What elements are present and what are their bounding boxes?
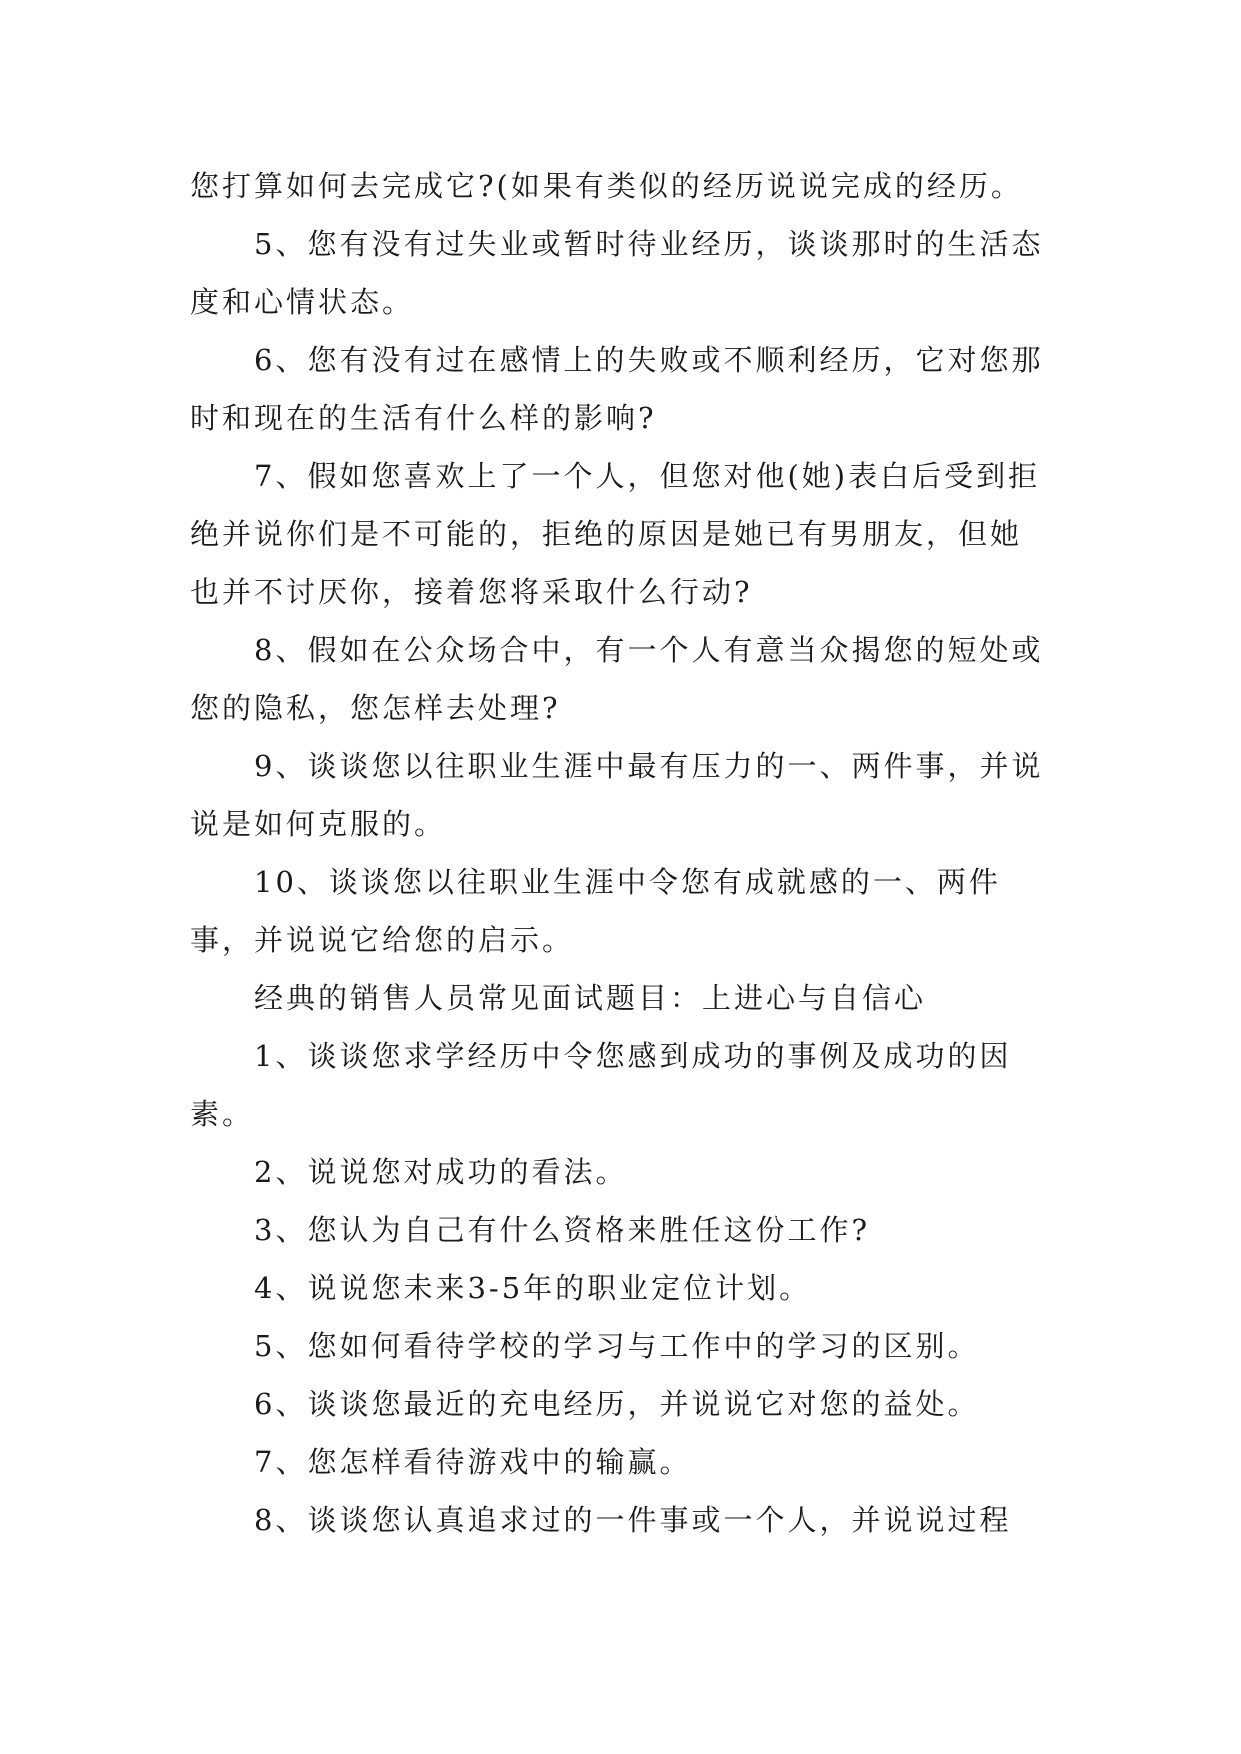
paragraph: 3、您认为自己有什么资格来胜任这份工作? bbox=[254, 1213, 870, 1247]
document-body bbox=[190, 157, 1050, 1549]
paragraph: 7、假如您喜欢上了一个人，但您对他(她)表白后受到拒绝并说你们是不可能的，拒绝的原因是她已有男朋友，但她也并不讨厌你，接着您将采取什么行动? bbox=[190, 459, 1041, 609]
paragraph: 5、您有没有过失业或暂时待业经历，谈谈那时的生活态度和心情状态。 bbox=[190, 227, 1044, 319]
paragraph: 2、说说您对成功的看法。 bbox=[254, 1155, 628, 1189]
paragraph: 1、谈谈您求学经历中令您感到成功的事例及成功的因素。 bbox=[190, 1039, 1012, 1131]
paragraph: 8、假如在公众场合中，有一个人有意当众揭您的短处或您的隐私，您怎样去处理? bbox=[190, 633, 1044, 725]
paragraph: 6、谈谈您最近的充电经历，并说说它对您的益处。 bbox=[254, 1387, 980, 1421]
paragraph: 6、您有没有过在感情上的失败或不顺利经历，它对您那时和现在的生活有什么样的影响? bbox=[190, 343, 1044, 435]
paragraph: 您打算如何去完成它?(如果有类似的经历说说完成的经历。 bbox=[190, 169, 1023, 203]
section-heading: 经典的销售人员常见面试题目：上进心与自信心 bbox=[254, 981, 927, 1015]
paragraph: 5、您如何看待学校的学习与工作中的学习的区别。 bbox=[254, 1329, 980, 1363]
paragraph: 7、您怎样看待游戏中的输赢。 bbox=[254, 1445, 692, 1479]
paragraph: 4、说说您未来3-5年的职业定位计划。 bbox=[254, 1271, 812, 1305]
paragraph: 9、谈谈您以往职业生涯中最有压力的一、两件事，并说说是如何克服的。 bbox=[190, 749, 1044, 841]
paragraph: 10、谈谈您以往职业生涯中令您有成就感的一、两件事，并说说它给您的启示。 bbox=[190, 865, 1001, 957]
paragraph: 8、谈谈您认真追求过的一件事或一个人，并说说过程 bbox=[254, 1503, 1012, 1537]
